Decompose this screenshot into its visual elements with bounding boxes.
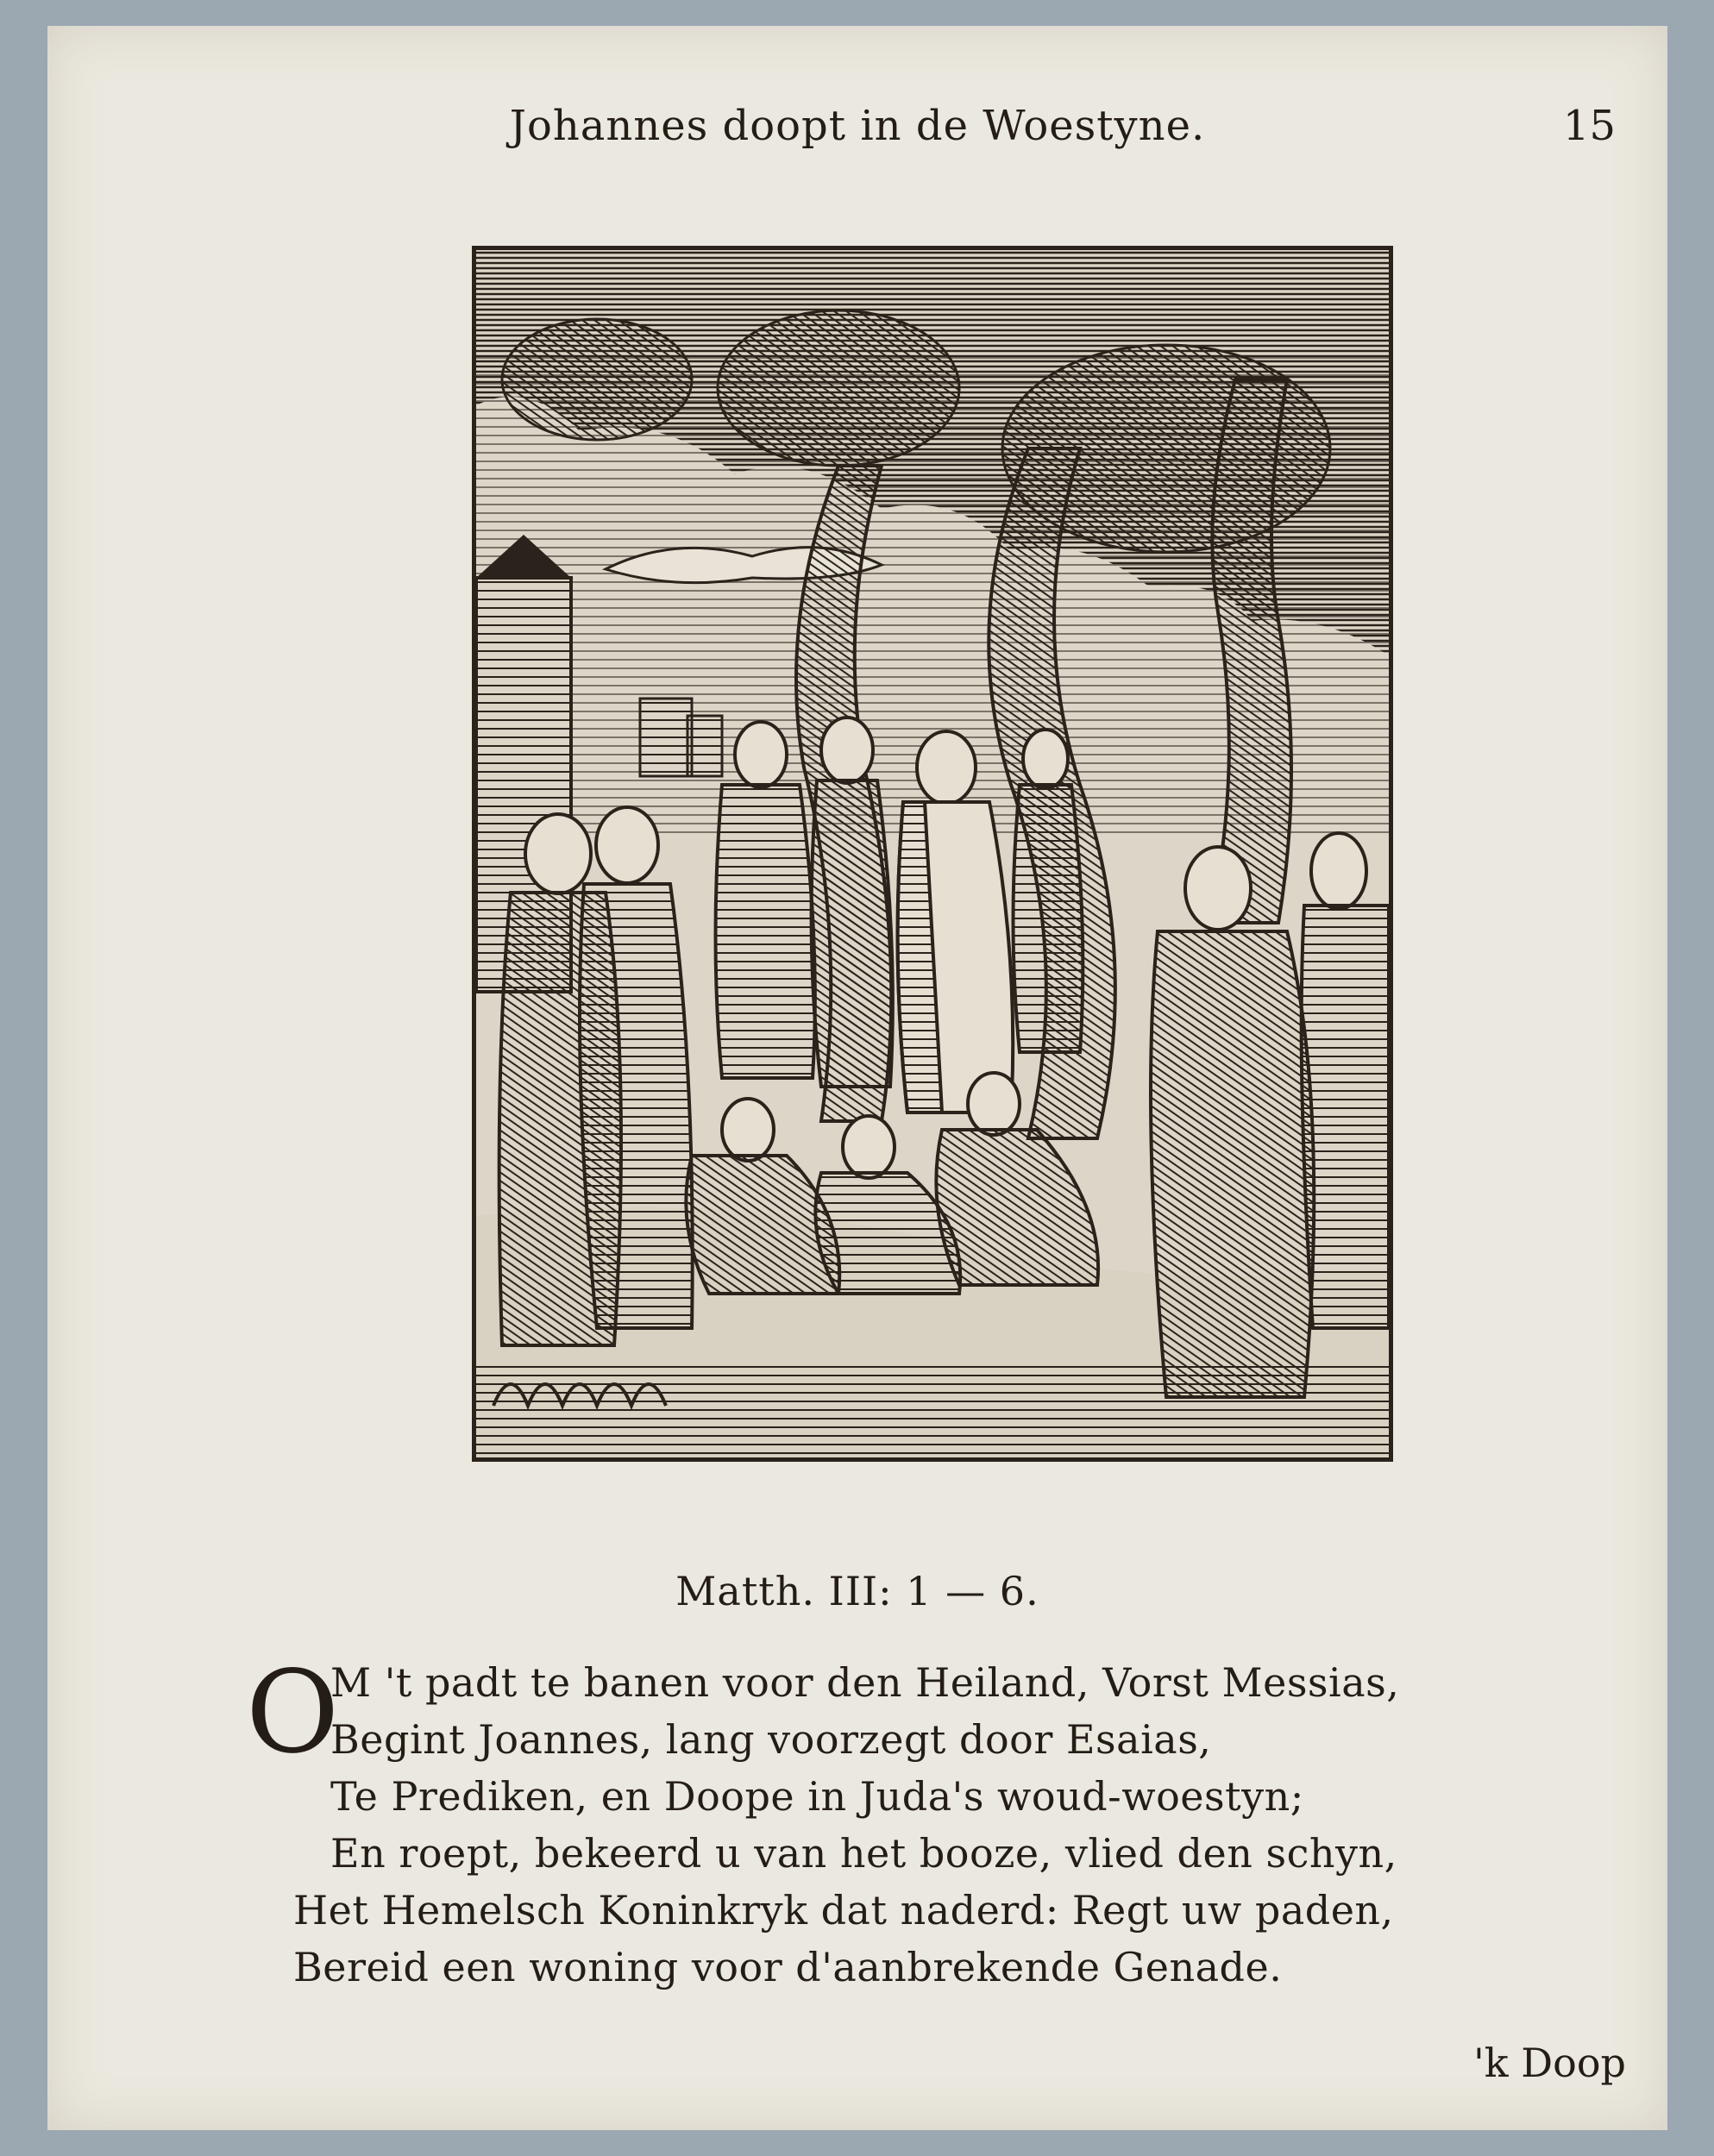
book-page	[47, 26, 1667, 2130]
verse-line: En roept, bekeerd u van het booze, vlied den schyn,	[330, 1830, 1397, 1877]
verse-line: Te Prediken, en Doope in Juda's woud-woestyn;	[330, 1773, 1304, 1820]
page-number: 15	[1562, 102, 1616, 150]
verse-line: Begint Joannes, lang voorzegt door Esaias,	[330, 1716, 1212, 1763]
woodcut-baptism-in-wilderness-image	[476, 250, 1389, 1457]
verse-line: M 't padt te banen voor den Heiland, Vorst Messias,	[330, 1659, 1400, 1706]
scripture-reference: Matth. III: 1 — 6.	[675, 1568, 1039, 1614]
verse-line: Het Hemelsch Koninkryk dat naderd: Regt uw paden,	[293, 1887, 1394, 1934]
drop-cap-letter: O	[246, 1646, 340, 1779]
woodcut-illustration	[472, 246, 1393, 1462]
page-title: Johannes doopt in de Woestyne.	[509, 102, 1206, 150]
verse-line: Bereid een woning voor d'aanbrekende Genade.	[293, 1944, 1283, 1990]
catchword: 'k Doop	[1473, 2040, 1626, 2086]
